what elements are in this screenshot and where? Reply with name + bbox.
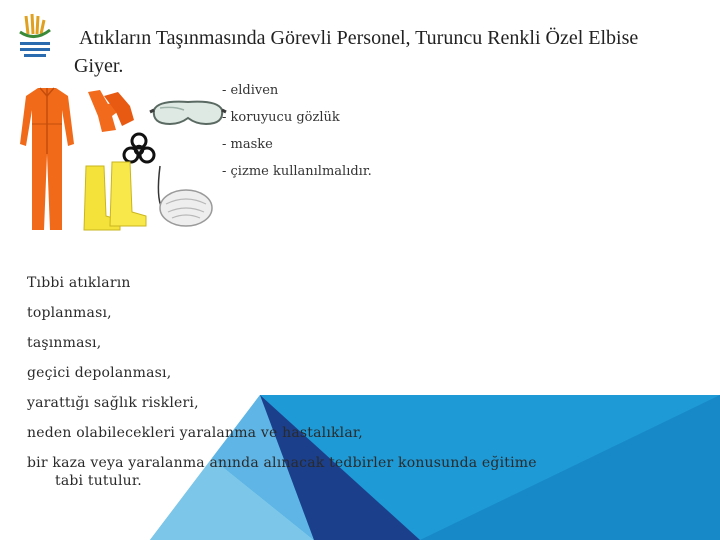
training-line: geçici depolanması, [27, 365, 172, 381]
training-last-line [27, 448, 687, 490]
training-heading: Tıbbi atıkların [27, 275, 131, 291]
logo-icon [14, 12, 56, 62]
coverall-icon [18, 84, 76, 232]
training-line: bir kaza veya yaralanma anında alınacak tedbirler konusunda eğitime [27, 455, 537, 471]
ppe-item: - koruyucu gözlük [222, 110, 340, 125]
boots-icon [78, 160, 150, 232]
ppe-item: - eldiven [222, 83, 279, 98]
gloves-icon [82, 86, 138, 134]
training-line: neden olabilecekleri yaralanma ve hastalıklar, [27, 425, 363, 441]
mask-icon [152, 158, 214, 232]
goggles-icon [148, 92, 228, 134]
training-line-continuation: tabi tutulur. [55, 473, 142, 489]
training-line: toplanması, [27, 305, 112, 321]
training-paragraph [27, 268, 687, 490]
training-line: yarattığı sağlık riskleri, [27, 395, 199, 411]
ppe-item: - maske [222, 137, 273, 152]
page-title: Atıkların Taşınmasında Görevli Personel, Turuncu Renkli Özel Elbise Giyer. [74, 27, 639, 77]
training-line: taşınması, [27, 335, 102, 351]
ppe-item: - çizme kullanılmalıdır. [222, 164, 372, 179]
ppe-list [222, 80, 372, 189]
